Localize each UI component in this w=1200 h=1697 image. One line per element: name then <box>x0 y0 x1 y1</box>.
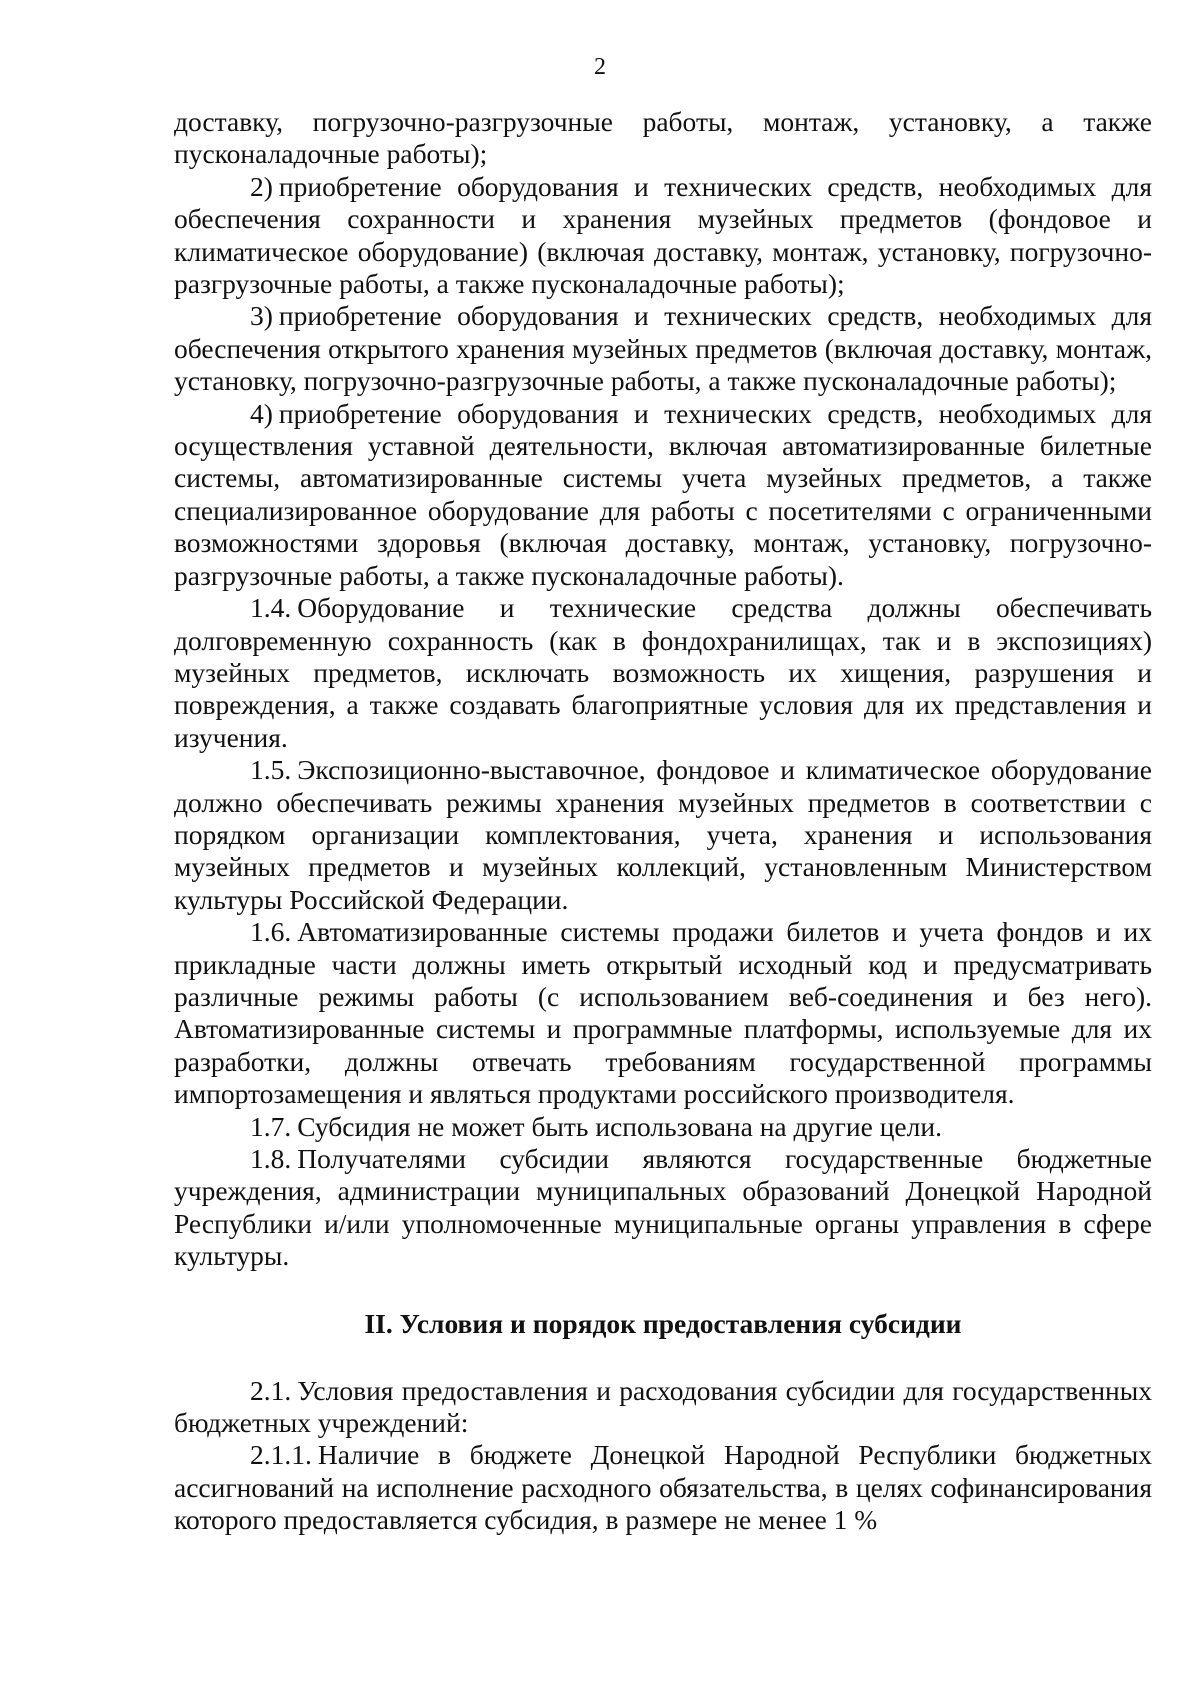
paragraph-text: доставку, погрузочно-разгрузочные работы, монтаж, установку, а также пусконаладочные работы); <box>174 106 1152 170</box>
section-heading: II. Условия и порядок предоставления субсидии <box>364 1307 962 1339</box>
paragraph-number: 1.8. <box>250 1143 292 1174</box>
paragraph-number: 2.1. <box>250 1374 292 1406</box>
paragraph-number: 1.4. <box>250 592 292 624</box>
paragraph <box>174 1143 1152 1273</box>
paragraph-number: 1.7. <box>250 1110 292 1142</box>
paragraph <box>174 1439 1152 1536</box>
paragraph-text: Экспозиционно-выставочное, фондовое и климатическое оборудование должно обеспечивать режимы хранения музейных предметов в соответствии с порядком организации комплектования, учета, хранения и использования музейных предметов и музейных коллекций, установленным Министерством культуры Российской Федерации. <box>174 754 1152 915</box>
paragraph-text: приобретение оборудования и технических средств, необходимых для обеспечения открытого хранения музейных предметов (включая доставку, монтаж, установку, погрузочно-разгрузочные работы, а также пусконаладочные работы); <box>174 300 1152 397</box>
paragraph-number: 4) <box>250 397 273 429</box>
paragraph-number: 1.6. <box>250 916 292 948</box>
paragraph <box>174 398 1152 592</box>
document-body <box>174 106 1152 1537</box>
paragraph-text: Автоматизированные системы продажи билетов и учета фондов и их прикладные части должны иметь открытый исходный код и предусматривать различные режимы работы (с использованием веб-соединения и без него). Автоматизированные системы и программные платформы, используемые для их разработки, должны отвечать требованиям государственной программы импортозамещения и являться продуктами российского производителя. <box>174 916 1152 1110</box>
paragraph-text: приобретение оборудования и технических средств, необходимых для обеспечения сохранности и хранения музейных предметов (фондовое и климатическое оборудование) (включая доставку, монтаж, установку, погрузочно-разгрузочные работы, а также пусконаладочные работы); <box>174 170 1152 300</box>
page-number: 2 <box>594 54 606 80</box>
paragraph-number: 2.1.1. <box>250 1439 312 1471</box>
paragraph <box>174 754 1152 916</box>
paragraph-text: Условия предоставления и расходования субсидии для государственных бюджетных учреждений: <box>174 1374 1152 1439</box>
paragraph <box>174 916 1152 1110</box>
paragraph <box>174 1111 1152 1143</box>
paragraph-number: 1.5. <box>250 754 292 786</box>
paragraph <box>174 106 1152 171</box>
paragraph-text: Наличие в бюджете Донецкой Народной Республики бюджетных ассигнований на исполнение расходного обязательства, в целях софинансирования которого предоставляется субсидия, в размере не менее 1 % <box>174 1439 1152 1536</box>
paragraph-text: Оборудование и технические средства должны обеспечивать долговременную сохранность (как в фондохранилищах, так и в экспозициях) музейных предметов, исключать возможность их хищения, разрушения и повреждения, а также создавать благоприятные условия для их представления и изучения. <box>174 592 1152 753</box>
paragraph-number: 2) <box>250 170 273 202</box>
paragraph-text: Субсидия не может быть использована на другие цели. <box>297 1110 942 1142</box>
paragraph <box>174 300 1152 397</box>
paragraph <box>174 171 1152 301</box>
paragraph <box>174 592 1152 754</box>
paragraph-text: Получателями субсидии являются государственные бюджетные учреждения, администрации муниципальных образований Донецкой Народной Республики и/или уполномоченные муниципальные органы управления в сфере культуры. <box>174 1143 1152 1272</box>
paragraph-number: 3) <box>250 300 273 332</box>
paragraph <box>174 1375 1152 1440</box>
paragraph-text: приобретение оборудования и технических средств, необходимых для осуществления уставной деятельности, включая автоматизированные билетные системы, автоматизированные системы учета музейных предметов, а также специализированное оборудование для работы с посетителями с ограниченными возможностями здоровья (включая доставку, монтаж, установку, погрузочно-разгрузочные работы, а также пусконаладочные работы). <box>174 397 1152 591</box>
paragraphs-after-heading <box>174 1375 1152 1537</box>
paragraphs-before-heading <box>174 106 1152 1273</box>
